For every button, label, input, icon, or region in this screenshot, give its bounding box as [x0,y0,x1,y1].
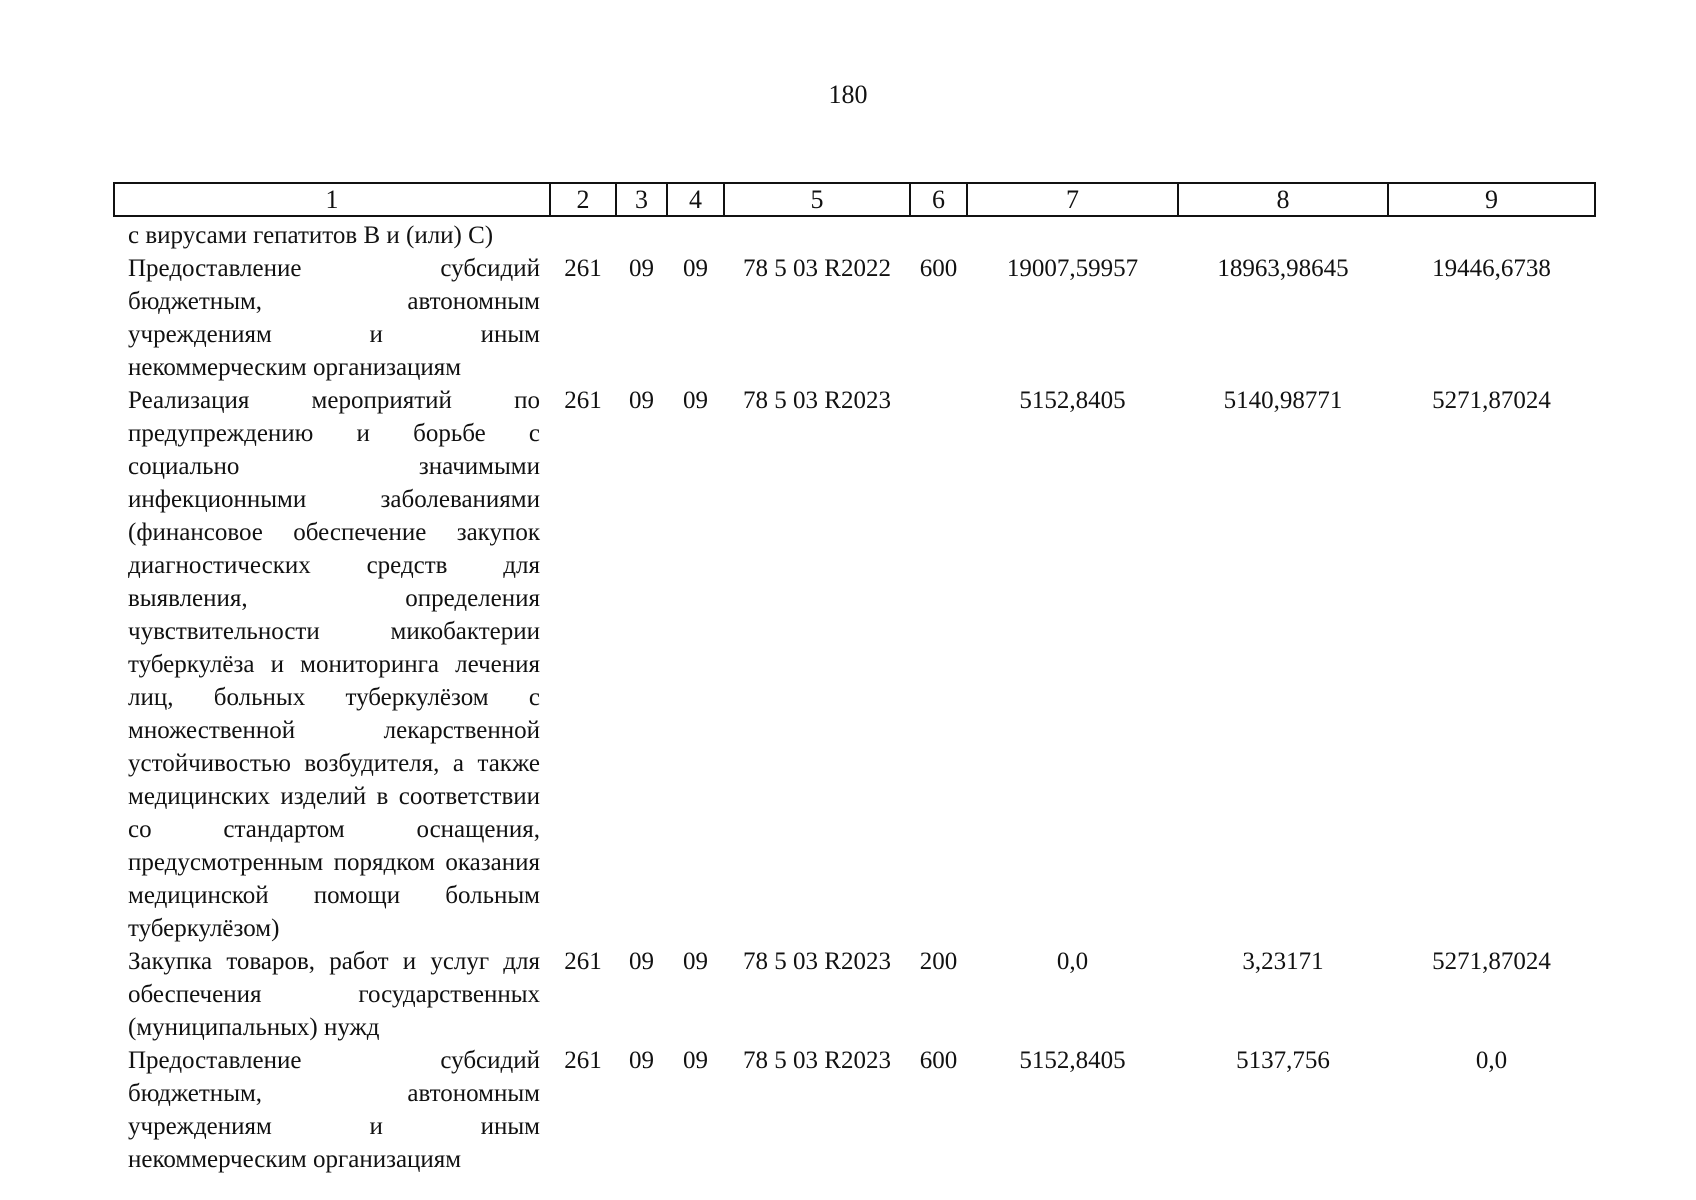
table-body [114,216,1595,1176]
cell-col-9 [1388,219,1595,252]
cell-col-2: 261 [564,387,602,414]
cell-col-3: 09 [629,948,654,975]
header-col-2: 2 [550,183,616,216]
cell-col-7: 5152,8405 [1019,1047,1126,1074]
cell-col-6: 200 [919,948,958,975]
cell-col-2: 261 [564,255,602,282]
row-name: Закупка товаров, работ и услуг для обеспечения государственных (муниципальных) нужд [128,948,540,1041]
cell-col-8: 5137,756 [1236,1047,1330,1074]
cell-col-6: 600 [919,255,958,282]
cell-col-4: 09 [683,255,708,282]
cell-col-3: 09 [629,387,654,414]
row-name: Реализация мероприятий по предупреждению и борьбе с социально значимыми инфекционными заболеваниями (финансовое обеспечение закупок диагностических средств для выявления, определения чувствительности микобактерии туберкулёза и мониторинга лечения лиц, больных туберкулёзом с множественной лекарственной устойчивостью возбудителя, а также медицинских изделий в соответствии со стандартом оснащения, предусмотренным порядком оказания медицинской помощи больным туберкулёзом) [128,387,540,942]
row-name: с вирусами гепатитов В и (или) С) [128,222,494,249]
cell-col-9: 19446,6738 [1432,255,1551,282]
cell-col-7: 19007,59957 [1006,255,1139,282]
cell-col-2: 261 [564,948,602,975]
table-header [114,183,1595,216]
cell-col-4 [667,219,724,252]
cell-col-2: 261 [564,1047,602,1074]
header-col-8: 8 [1178,183,1388,216]
cell-col-4: 09 [683,948,708,975]
table-row [114,945,1595,1044]
table-row [114,252,1595,384]
header-col-4: 4 [667,183,724,216]
cell-col-3: 09 [629,255,654,282]
table-row [114,384,1595,945]
cell-col-5 [724,219,910,252]
cell-col-6: 600 [919,1047,958,1074]
cell-col-7 [967,219,1178,252]
cell-col-8: 18963,98645 [1217,255,1349,282]
cell-col-4: 09 [683,1047,708,1074]
header-col-7: 7 [967,183,1178,216]
cell-col-5: 78 5 03 R2023 [743,387,891,414]
header-col-9: 9 [1388,183,1595,216]
cell-col-5: 78 5 03 R2023 [743,948,891,975]
cell-col-5: 78 5 03 R2023 [743,1047,891,1074]
cell-col-4: 09 [683,387,708,414]
cell-col-3 [616,219,667,252]
cell-col-6 [910,219,967,252]
row-name: Предоставление субсидий бюджетным, автономным учреждениям и иным некоммерческим организациям [128,1047,540,1173]
row-name: Предоставление субсидий бюджетным, автономным учреждениям и иным некоммерческим организациям [128,255,540,381]
cell-col-9: 5271,87024 [1432,948,1551,975]
cell-col-9: 5271,87024 [1432,387,1551,414]
header-col-3: 3 [616,183,667,216]
cell-col-8 [1178,219,1388,252]
cell-col-9: 0,0 [1475,1047,1508,1074]
header-col-5: 5 [724,183,910,216]
header-col-6: 6 [910,183,967,216]
header-col-1: 1 [114,183,550,216]
table-row [114,1044,1595,1176]
cell-col-2 [550,219,616,252]
budget-table [113,182,1596,1176]
cell-col-8: 5140,98771 [1223,387,1343,414]
cell-col-7: 0,0 [1056,948,1089,975]
cell-col-5: 78 5 03 R2022 [743,255,891,282]
page-number: 180 [828,80,868,109]
cell-col-7: 5152,8405 [1019,387,1126,414]
cell-col-6 [910,384,967,945]
table-row [114,219,1595,252]
cell-col-3: 09 [629,1047,654,1074]
header-row [114,183,1595,216]
cell-col-8: 3,23171 [1242,948,1324,975]
